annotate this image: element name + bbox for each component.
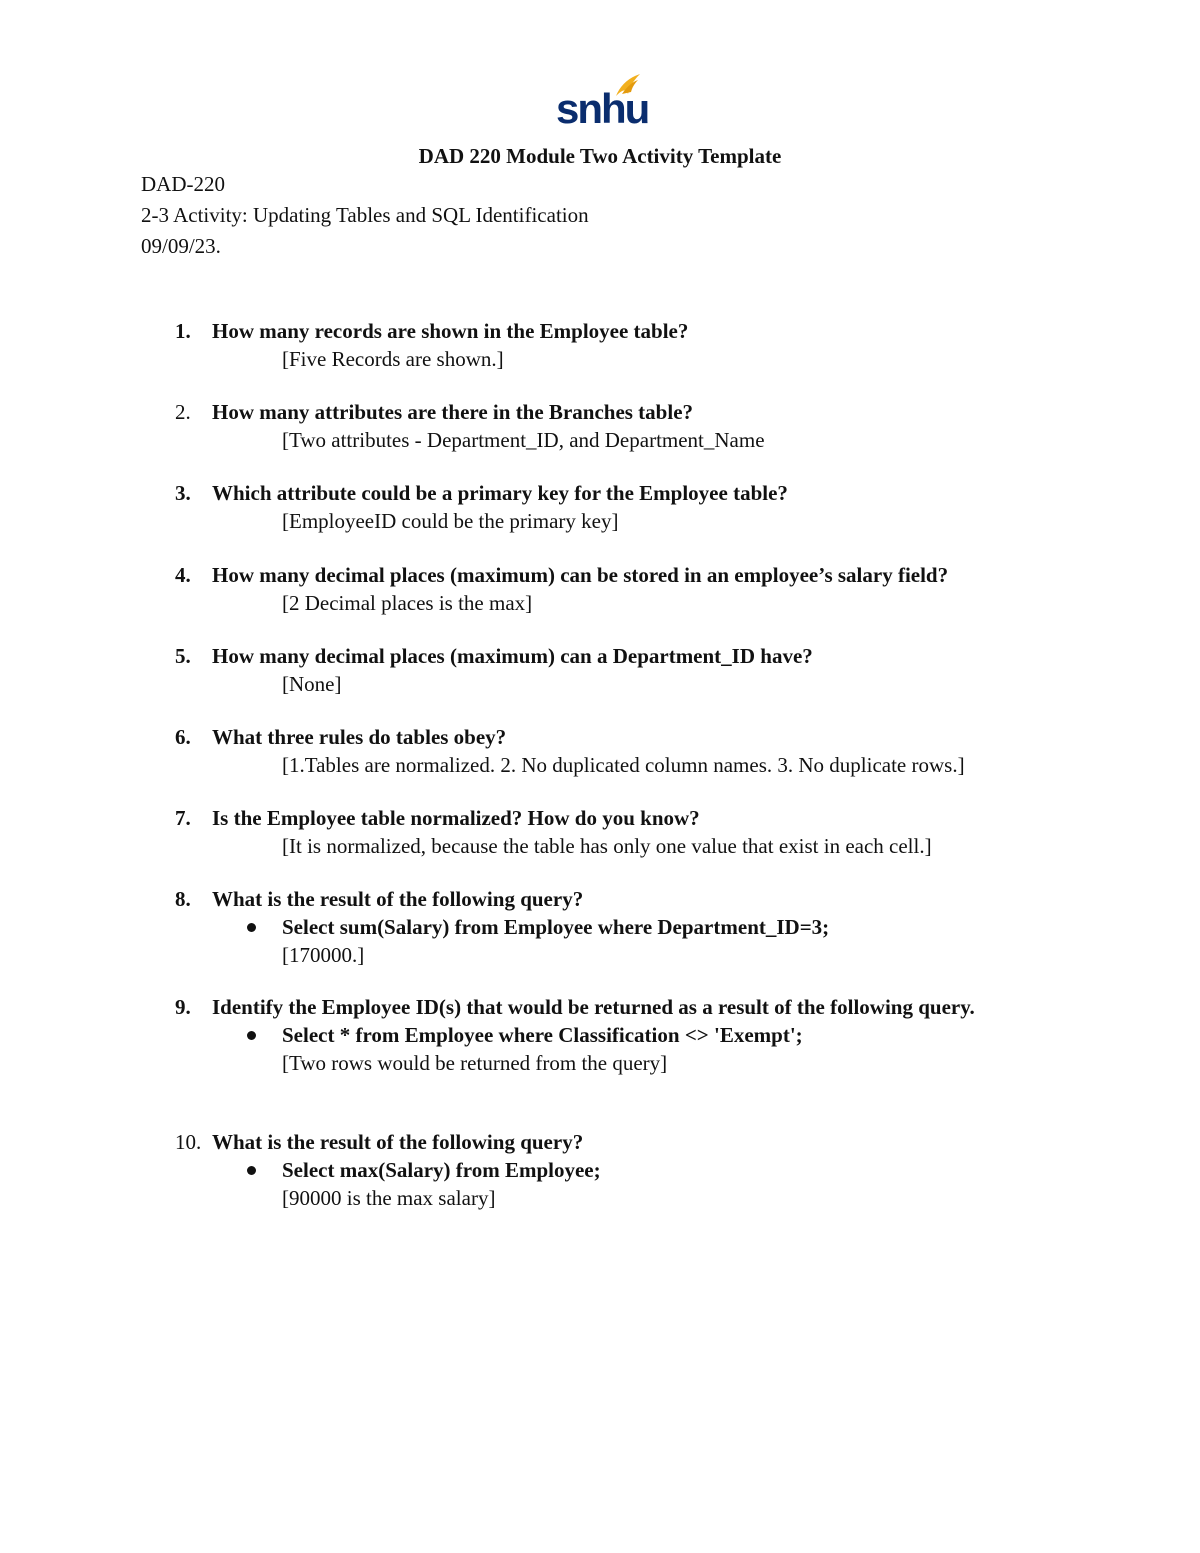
- question-number: 10.: [175, 1130, 202, 1154]
- answer-text: [It is normalized, because the table has only one value that exist in each cell.]: [282, 834, 932, 858]
- document-title: DAD 220 Module Two Activity Template: [418, 144, 782, 168]
- query-text: Select sum(Salary) from Employee where Department_ID=3;: [282, 915, 830, 939]
- question-item: [175, 1128, 1055, 1212]
- answer-text: [2 Decimal places is the max]: [282, 591, 533, 615]
- date-line: 09/09/23.: [141, 234, 221, 258]
- question-text: Which attribute could be a primary key for the Employee table?: [212, 481, 788, 505]
- question-item: [175, 993, 1055, 1077]
- question-item: [175, 723, 1055, 779]
- bullet-icon: [247, 923, 256, 932]
- question-number: 5.: [175, 644, 191, 668]
- question-text: How many decimal places (maximum) can a Department_ID have?: [212, 644, 813, 668]
- question-item: [175, 804, 1055, 860]
- answer-text: [1.Tables are normalized. 2. No duplicated column names. 3. No duplicate rows.]: [282, 753, 965, 777]
- query-text: Select max(Salary) from Employee;: [282, 1158, 601, 1182]
- question-number: 1.: [175, 319, 191, 343]
- course-line: DAD-220: [141, 172, 225, 196]
- query-bullet: [282, 1021, 1055, 1049]
- activity-line: 2-3 Activity: Updating Tables and SQL Identification: [141, 203, 589, 227]
- query-text: Select * from Employee where Classification <> 'Exempt';: [282, 1023, 803, 1047]
- bullet-icon: [247, 1031, 256, 1040]
- question-number: 3.: [175, 481, 191, 505]
- logo-wordmark: snhu: [556, 85, 649, 132]
- question-number: 4.: [175, 563, 191, 587]
- snhu-logo: [552, 72, 648, 134]
- question-number: 7.: [175, 806, 191, 830]
- answer-text: [None]: [282, 672, 342, 696]
- answer-text: [Five Records are shown.]: [282, 347, 504, 371]
- question-text: Identify the Employee ID(s) that would be returned as a result of the following query.: [212, 995, 975, 1019]
- answer-text: [170000.]: [282, 943, 365, 967]
- answer-text: [Two attributes - Department_ID, and Department_Name: [282, 428, 765, 452]
- query-bullet: [282, 913, 1055, 941]
- question-text: What is the result of the following query?: [212, 1130, 584, 1154]
- question-item: [175, 885, 1055, 969]
- question-item: [175, 317, 1055, 373]
- question-text: What is the result of the following query?: [212, 887, 584, 911]
- question-text: How many attributes are there in the Branches table?: [212, 400, 694, 424]
- question-item: [175, 561, 1055, 617]
- question-text: How many records are shown in the Employee table?: [212, 319, 689, 343]
- answer-text: [Two rows would be returned from the query]: [282, 1051, 668, 1075]
- question-text: How many decimal places (maximum) can be stored in an employee’s salary field?: [212, 563, 949, 587]
- query-bullet: [282, 1156, 1055, 1184]
- question-number: 8.: [175, 887, 191, 911]
- question-item: [175, 398, 1055, 454]
- answer-text: [EmployeeID could be the primary key]: [282, 509, 619, 533]
- bullet-icon: [247, 1166, 256, 1175]
- question-item: [175, 642, 1055, 698]
- question-number: 2.: [175, 400, 191, 424]
- answer-text: [90000 is the max salary]: [282, 1186, 496, 1210]
- question-text: Is the Employee table normalized? How do you know?: [212, 806, 700, 830]
- question-text: What three rules do tables obey?: [212, 725, 507, 749]
- question-number: 9.: [175, 995, 191, 1019]
- question-number: 6.: [175, 725, 191, 749]
- question-item: [175, 479, 1055, 535]
